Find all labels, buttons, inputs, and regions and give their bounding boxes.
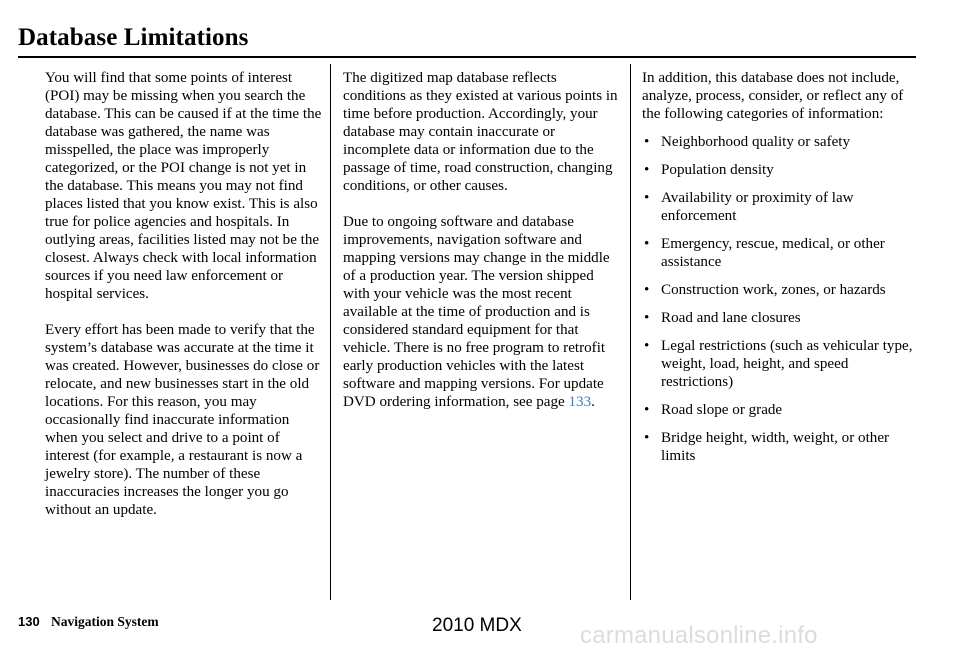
excluded-categories-list (642, 133, 922, 465)
list-item (642, 161, 922, 179)
list-item-text: Emergency, rescue, medical, or other assistance (661, 236, 885, 270)
list-item-text: Legal restrictions (such as vehicular type, weight, load, height, and speed restrictions) (661, 338, 913, 390)
list-item-text: Road slope or grade (661, 402, 783, 418)
list-item (642, 337, 922, 391)
column-divider-1 (330, 64, 331, 600)
list-item (642, 189, 922, 225)
paragraph-poi-missing: You will find that some points of interest (POI) may be missing when you search the database. This can be caused if at the time the database was gathered, the name was misspelled, the place was improperly categorized, or the POI change is not yet in the database. This means you may not find places listed that you know exist. This is also true for police agencies and hospitals. In outlying areas, facilities listed may not be the closest. Always check with local information sources if you need law enforcement or hospital services. (45, 70, 322, 302)
list-item-text: Construction work, zones, or hazards (661, 282, 886, 298)
column-1 (45, 69, 323, 537)
section-name: Navigation System (51, 614, 159, 629)
page-link-133[interactable]: 133 (568, 394, 592, 410)
bullet-icon: • (644, 310, 650, 326)
list-item-text: Availability or proximity of law enforcement (661, 190, 854, 224)
list-item-text: Population density (661, 162, 774, 178)
list-item-text: Neighborhood quality or safety (661, 134, 851, 150)
page-title: Database Limitations (18, 24, 249, 51)
paragraph-software-updates-text: Due to ongoing software and database improvements, navigation software and mapping versions may change in the middle of a production year. The version shipped with your vehicle was the most recent available at the time of production and is considered standard equipment for that vehicle. There is no free program to retrofit early production vehicles with the latest software and mapping versions. For update DVD ordering information, see page (343, 214, 610, 410)
model-label: 2010 MDX (432, 615, 522, 636)
paragraph-excluded-intro: In addition, this database does not include, analyze, process, consider, or reflect any of the following categories of information: (642, 70, 904, 122)
bullet-icon: • (644, 430, 650, 446)
title-divider (18, 56, 916, 58)
list-item (642, 309, 922, 327)
list-item (642, 429, 922, 465)
column-divider-2 (630, 64, 631, 600)
list-item-text: Road and lane closures (661, 310, 801, 326)
paragraph-map-conditions: The digitized map database reflects conditions as they existed at various points in time before production. Accordingly, your database may contain inaccurate or incomplete data or information due to the passage of time, road construction, changing conditions, or other causes. (343, 70, 618, 194)
watermark: carmanualsonline.info (580, 622, 818, 649)
column-2 (343, 69, 621, 429)
list-item (642, 133, 922, 151)
page-number: 130 (18, 614, 40, 629)
bullet-icon: • (644, 282, 650, 298)
bullet-icon: • (644, 162, 650, 178)
bullet-icon: • (644, 402, 650, 418)
list-item (642, 401, 922, 419)
bullet-icon: • (644, 338, 650, 354)
list-item (642, 235, 922, 271)
paragraph-software-updates (343, 213, 621, 411)
list-item-text: Bridge height, width, weight, or other limits (661, 430, 890, 464)
bullet-icon: • (644, 236, 650, 252)
list-item (642, 281, 922, 299)
paragraph-end-period: . (591, 394, 595, 410)
bullet-icon: • (644, 134, 650, 150)
bullet-icon: • (644, 190, 650, 206)
paragraph-database-accuracy: Every effort has been made to verify that the system’s database was accurate at the time it was created. However, businesses do close or relocate, and new businesses start in the old locations. For this reason, you may occasionally find inaccurate information when you select and drive to a point of interest (for example, a restaurant is now a jewelry store). The number of these inaccuracies increases the longer you go without an update. (45, 322, 320, 518)
column-3 (642, 69, 922, 475)
